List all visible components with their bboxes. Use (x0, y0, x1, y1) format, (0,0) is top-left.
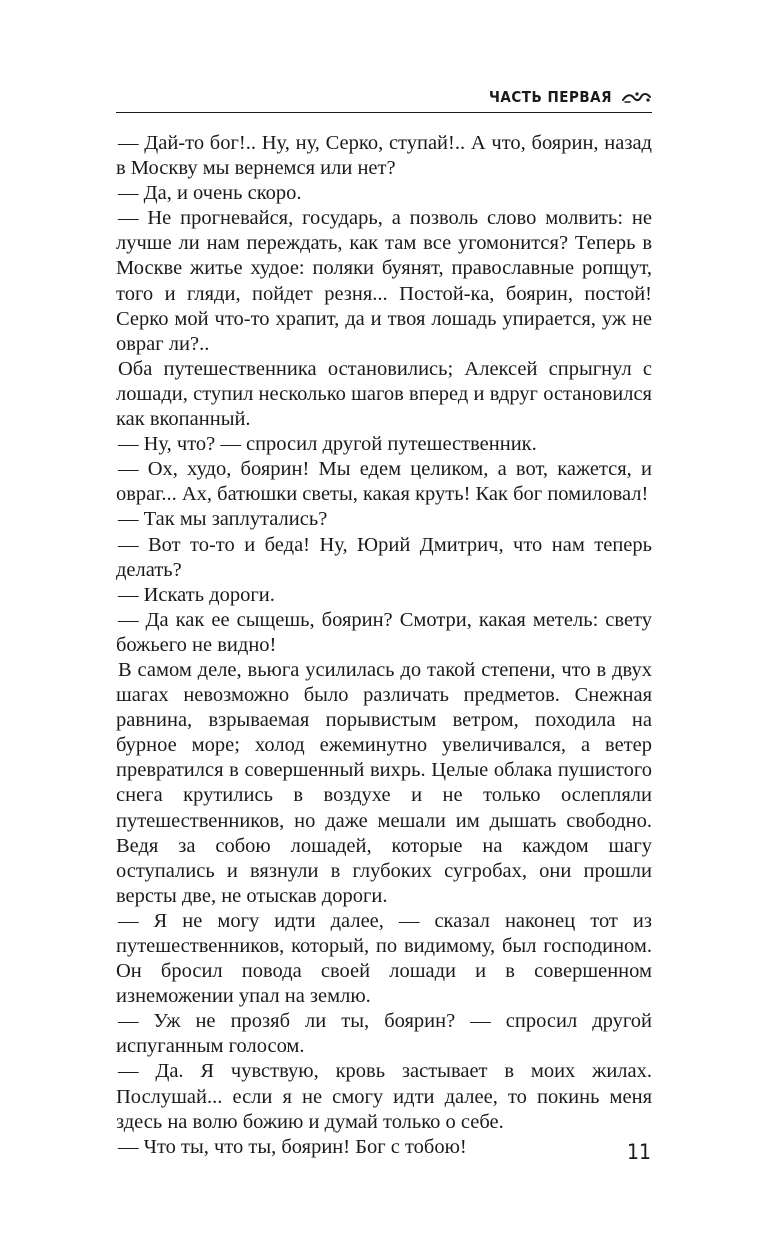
paragraph: — Что ты, что ты, боярин! Бог с тобою! (118, 1135, 467, 1158)
paragraph: — Не прогневайся, государь, а позволь слово молвить: не лучше ли нам переждать, как там все угомонится? Теперь в Москве житье худое: поляки буянят, православные ропщут, того и гляди, пойдет резня... Постой-ка, боярин, постой! Серко мой что-то храпит, да и твоя лошадь упирается, уж не овраг ли?.. (116, 207, 652, 355)
paragraph: — Уж не прозяб ли ты, боярин? — спросил другой испуганным голосом. (116, 1010, 652, 1058)
paragraph: — Искать дороги. (118, 583, 275, 606)
paragraph: — Ох, худо, боярин! Мы едем целиком, а вот, кажется, и овраг... Ах, батюшки светы, какая круть! Как бог помиловал! (116, 458, 652, 506)
page-number: 11 (626, 1140, 651, 1164)
running-title: ЧАСТЬ ПЕРВАЯ (489, 88, 612, 106)
paragraph: — Да. Я чувствую, кровь застывает в моих жилах. Послушай... если я не смогу идти далее, то покинь меня здесь на волю божию и думай только о себе. (116, 1060, 652, 1133)
header-rule (116, 112, 652, 113)
paragraph: — Дай-то бог!.. Ну, ну, Серко, ступай!.. А что, боярин, назад в Москву мы вернемся или нет? (116, 132, 652, 180)
paragraph: — Ну, что? — спросил другой путешественник. (118, 433, 537, 456)
paragraph: Оба путешественника остановились; Алексей спрыгнул с лошади, ступил несколько шагов вперед и вдруг остановился как вкопанный. (116, 357, 652, 431)
paragraph: — Я не могу идти далее, — сказал наконец тот из путешественников, который, по видимому, был господином. Он бросил повода своей лошади и в совершенном изнеможении упал на землю. (116, 909, 652, 1008)
paragraph: — Вот то-то и беда! Ну, Юрий Дмитрич, что нам теперь делать? (116, 533, 652, 581)
paragraph: — Так мы заплутались? (118, 508, 328, 531)
body-text (116, 131, 652, 1160)
paragraph: В самом деле, вьюга усилилась до такой степени, что в двух шагах невозможно было различать предметов. Снежная равнина, взрываемая порывистым ветром, походила на бурное море; холод ежеминутно увеличивался, а ветер превратился в совершенный вихрь. Целые облака пушистого снега крутились в воздухе и не только ослепляли путешественников, но даже мешали им дышать свободно. Ведя за собою лошадей, которые на каждом шагу оступались и вязнули в глубоких сугробах, они прошли версты две, не отыскав дороги. (116, 658, 652, 907)
running-head (489, 88, 652, 106)
paragraph: — Да, и очень скоро. (118, 182, 302, 205)
paragraph: — Да как ее сыщешь, боярин? Смотри, какая метель: свету божьего не видно! (116, 608, 652, 656)
flourish-ornament-icon (622, 90, 652, 104)
